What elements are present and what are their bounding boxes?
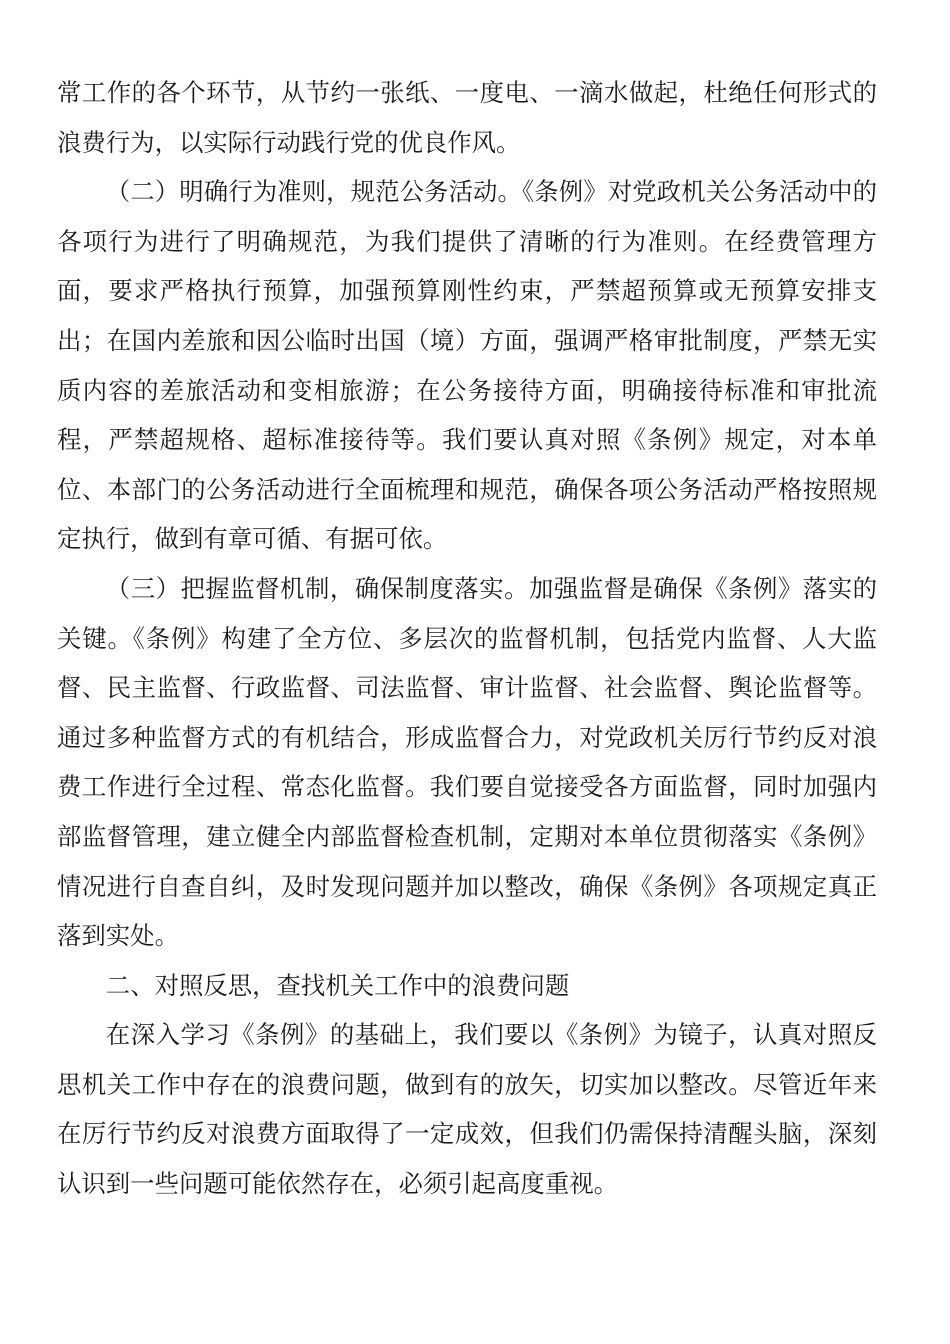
paragraph-reflection: 在深入学习《条例》的基础上，我们要以《条例》为镜子，认真对照反思机关工作中存在的浪费问题，做到有的放矢，切实加以整改。尽管近年来在厉行节约反对浪费方面取得了一定成效，但我们仍需保持清醒头脑，深刻认识到一些问题可能依然存在，必须引起高度重视。 [57,1020,877,1199]
paragraph-continuation: 常工作的各个环节，从节约一张纸、一度电、一滴水做起，杜绝任何形式的浪费行为，以实际行动践行党的优良作风。 [57,78,877,157]
paragraph-section-three: （三）把握监督机制，确保制度落实。加强监督是确保《条例》落实的关键。《条例》构建了全方位、多层次的监督机制，包括党内监督、人大监督、民主监督、行政监督、司法监督、审计监督、社会监督、舆论监督等。通过多种监督方式的有机结合，形成监督合力，对党政机关厉行节约反对浪费工作进行全过程、常态化监督。我们要自觉接受各方面监督，同时加强内部监督管理，建立健全内部监督检查机制，定期对本单位贯彻落实《条例》情况进行自查自纠，及时发现问题并加以整改，确保《条例》各项规定真正落到实处。 [57,573,877,951]
paragraph-section-two: （二）明确行为准则，规范公务活动。《条例》对党政机关公务活动中的各项行为进行了明确规范，为我们提供了清晰的行为准则。在经费管理方面，要求严格执行预算，加强预算刚性约束，严禁超预算或无预算安排支出；在国内差旅和因公临时出国（境）方面，强调严格审批制度，严禁无实质内容的差旅活动和变相旅游；在公务接待方面，明确接待标准和审批流程，严禁超规格、超标准接待等。我们要认真对照《条例》规定，对本单位、本部门的公务活动进行全面梳理和规范，确保各项公务活动严格按照规定执行，做到有章可循、有据可依。 [57,177,877,554]
section-heading: 二、对照反思，查找机关工作中的浪费问题 [105,970,570,1000]
document-page [57,68,877,1209]
